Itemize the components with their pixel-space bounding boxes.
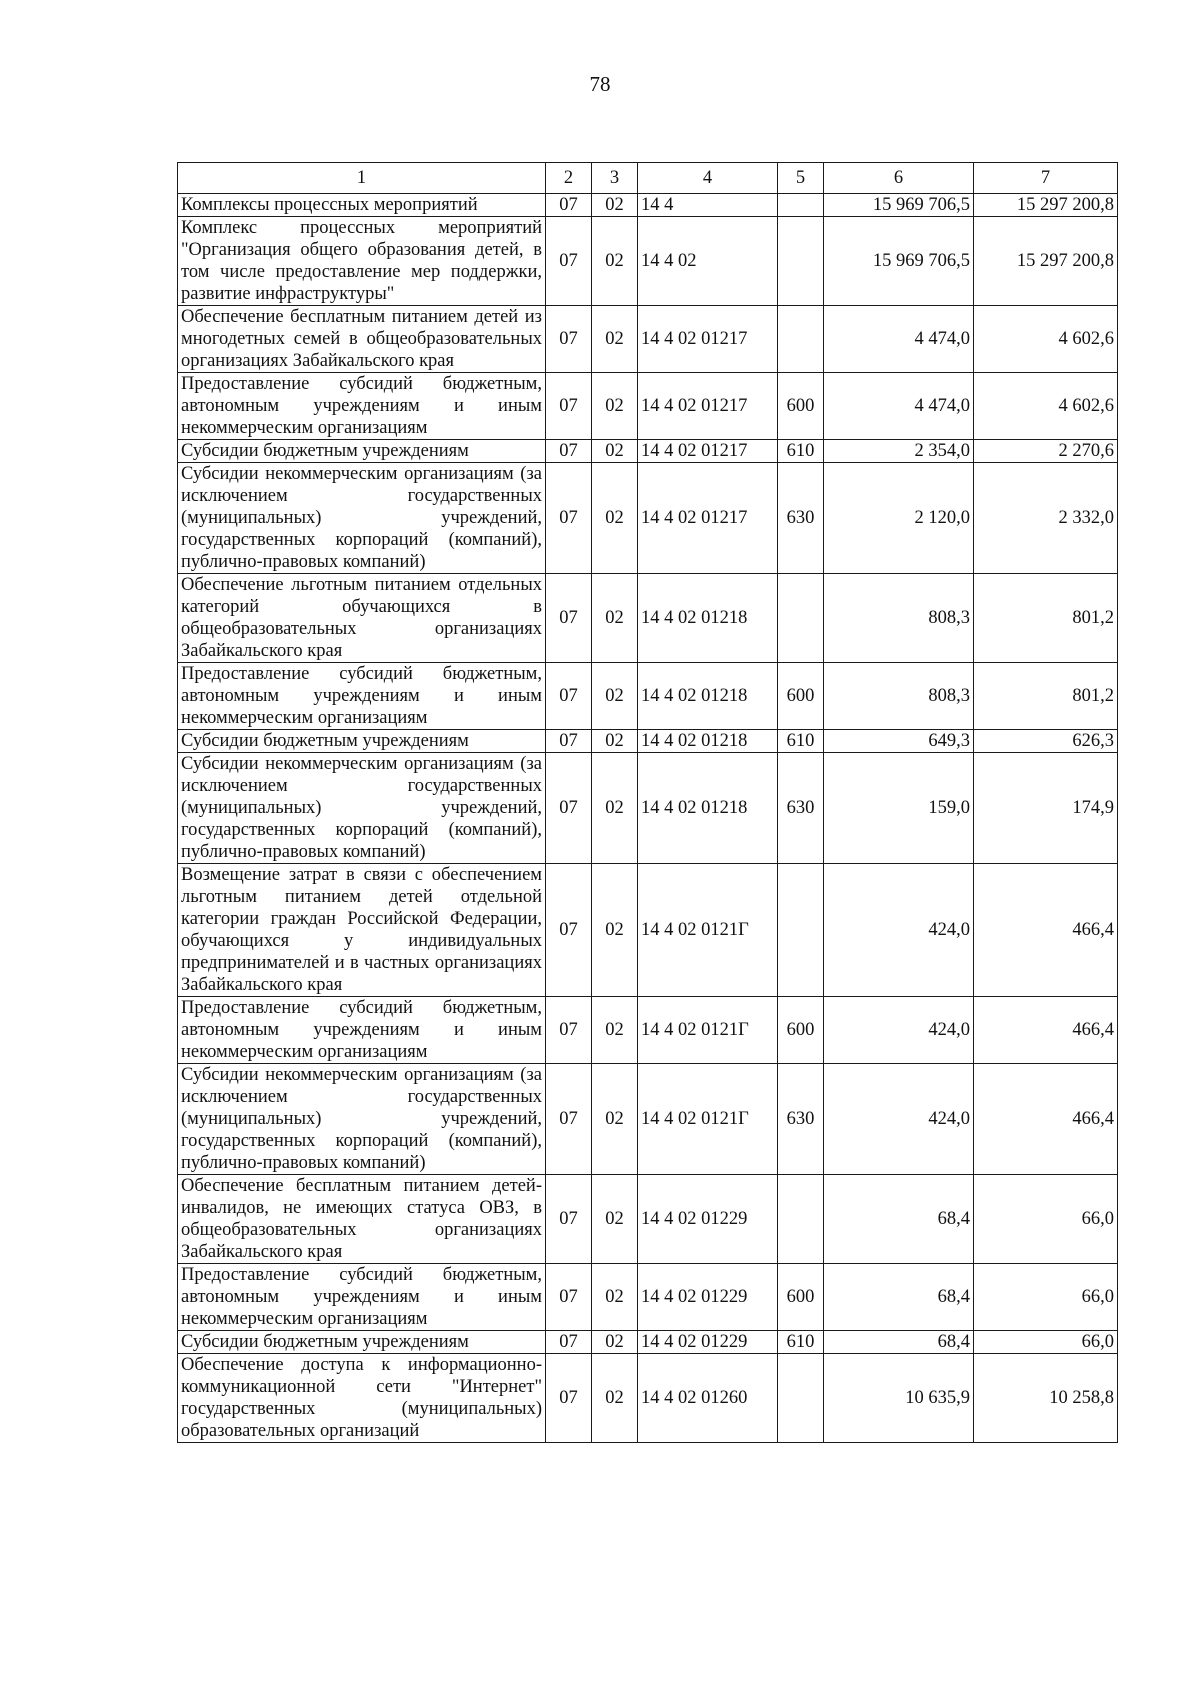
- section-cell: 07: [546, 730, 592, 753]
- header-cell: 6: [824, 163, 974, 194]
- row-name-cell: Субсидии некоммерческим организациям (за исключением государственных (муниципальных) учреждений, государственных корпораций (компаний), публично-правовых компаний): [178, 463, 546, 574]
- table-row: [178, 864, 1118, 997]
- section-cell: 07: [546, 753, 592, 864]
- amount-year1-cell: 68,4: [824, 1264, 974, 1331]
- row-name-cell: Предоставление субсидий бюджетным, автономным учреждениям и иным некоммерческим организациям: [178, 663, 546, 730]
- target-item-cell: 14 4: [638, 194, 778, 217]
- expense-type-cell: 610: [778, 730, 824, 753]
- expense-type-cell: 630: [778, 753, 824, 864]
- table-row: [178, 373, 1118, 440]
- subsection-cell: 02: [592, 1354, 638, 1443]
- row-name-cell: Обеспечение льготным питанием отдельных категорий обучающихся в общеобразовательных организациях Забайкальского края: [178, 574, 546, 663]
- section-cell: 07: [546, 663, 592, 730]
- target-item-cell: 14 4 02 01217: [638, 373, 778, 440]
- amount-year2-cell: 626,3: [974, 730, 1118, 753]
- section-cell: 07: [546, 1175, 592, 1264]
- section-cell: 07: [546, 217, 592, 306]
- amount-year1-cell: 649,3: [824, 730, 974, 753]
- header-cell: 5: [778, 163, 824, 194]
- amount-year2-cell: 2 332,0: [974, 463, 1118, 574]
- target-item-cell: 14 4 02 01229: [638, 1331, 778, 1354]
- table-row: [178, 663, 1118, 730]
- header-cell: 4: [638, 163, 778, 194]
- amount-year2-cell: 466,4: [974, 997, 1118, 1064]
- expense-type-cell: [778, 194, 824, 217]
- row-name-cell: Субсидии некоммерческим организациям (за исключением государственных (муниципальных) учреждений, государственных корпораций (компаний), публично-правовых компаний): [178, 1064, 546, 1175]
- table-row: [178, 574, 1118, 663]
- table-row: [178, 440, 1118, 463]
- amount-year1-cell: 808,3: [824, 663, 974, 730]
- subsection-cell: 02: [592, 463, 638, 574]
- subsection-cell: 02: [592, 217, 638, 306]
- subsection-cell: 02: [592, 997, 638, 1064]
- header-row: [178, 163, 1118, 194]
- budget-table: [177, 162, 1118, 1443]
- amount-year1-cell: 15 969 706,5: [824, 217, 974, 306]
- subsection-cell: 02: [592, 194, 638, 217]
- amount-year2-cell: 15 297 200,8: [974, 217, 1118, 306]
- amount-year1-cell: 424,0: [824, 1064, 974, 1175]
- row-name-cell: Субсидии бюджетным учреждениям: [178, 730, 546, 753]
- expense-type-cell: 600: [778, 663, 824, 730]
- expense-type-cell: 630: [778, 463, 824, 574]
- row-name-cell: Обеспечение бесплатным питанием детей-инвалидов, не имеющих статуса ОВЗ, в общеобразовательных организациях Забайкальского края: [178, 1175, 546, 1264]
- section-cell: 07: [546, 440, 592, 463]
- expense-type-cell: 630: [778, 1064, 824, 1175]
- target-item-cell: 14 4 02 01229: [638, 1175, 778, 1264]
- table-row: [178, 306, 1118, 373]
- amount-year2-cell: 466,4: [974, 1064, 1118, 1175]
- amount-year1-cell: 68,4: [824, 1331, 974, 1354]
- amount-year2-cell: 466,4: [974, 864, 1118, 997]
- expense-type-cell: [778, 1175, 824, 1264]
- target-item-cell: 14 4 02: [638, 217, 778, 306]
- subsection-cell: 02: [592, 373, 638, 440]
- amount-year1-cell: 808,3: [824, 574, 974, 663]
- row-name-cell: Субсидии бюджетным учреждениям: [178, 1331, 546, 1354]
- target-item-cell: 14 4 02 01218: [638, 574, 778, 663]
- amount-year1-cell: 2 354,0: [824, 440, 974, 463]
- expense-type-cell: 600: [778, 1264, 824, 1331]
- expense-type-cell: [778, 574, 824, 663]
- amount-year2-cell: 66,0: [974, 1264, 1118, 1331]
- row-name-cell: Субсидии некоммерческим организациям (за исключением государственных (муниципальных) учреждений, государственных корпораций (компаний), публично-правовых компаний): [178, 753, 546, 864]
- section-cell: 07: [546, 463, 592, 574]
- amount-year1-cell: 4 474,0: [824, 306, 974, 373]
- table-row: [178, 194, 1118, 217]
- amount-year2-cell: 15 297 200,8: [974, 194, 1118, 217]
- section-cell: 07: [546, 1064, 592, 1175]
- target-item-cell: 14 4 02 01217: [638, 463, 778, 574]
- table-row: [178, 1064, 1118, 1175]
- amount-year1-cell: 4 474,0: [824, 373, 974, 440]
- expense-type-cell: [778, 306, 824, 373]
- target-item-cell: 14 4 02 01229: [638, 1264, 778, 1331]
- amount-year2-cell: 4 602,6: [974, 373, 1118, 440]
- section-cell: 07: [546, 997, 592, 1064]
- row-name-cell: Предоставление субсидий бюджетным, автономным учреждениям и иным некоммерческим организациям: [178, 373, 546, 440]
- target-item-cell: 14 4 02 0121Г: [638, 997, 778, 1064]
- amount-year2-cell: 4 602,6: [974, 306, 1118, 373]
- target-item-cell: 14 4 02 01218: [638, 663, 778, 730]
- amount-year1-cell: 424,0: [824, 864, 974, 997]
- table-row: [178, 1175, 1118, 1264]
- row-name-cell: Предоставление субсидий бюджетным, автономным учреждениям и иным некоммерческим организациям: [178, 1264, 546, 1331]
- expense-type-cell: [778, 864, 824, 997]
- section-cell: 07: [546, 1354, 592, 1443]
- amount-year2-cell: 66,0: [974, 1175, 1118, 1264]
- subsection-cell: 02: [592, 1064, 638, 1175]
- table-row: [178, 1354, 1118, 1443]
- subsection-cell: 02: [592, 730, 638, 753]
- subsection-cell: 02: [592, 440, 638, 463]
- section-cell: 07: [546, 373, 592, 440]
- page-number: 78: [589, 72, 611, 96]
- target-item-cell: 14 4 02 01218: [638, 753, 778, 864]
- row-name-cell: Обеспечение доступа к информационно-коммуникационной сети "Интернет" государственных (муниципальных) образовательных организаций: [178, 1354, 546, 1443]
- row-name-cell: Комплексы процессных мероприятий: [178, 194, 546, 217]
- table-row: [178, 463, 1118, 574]
- row-name-cell: Обеспечение бесплатным питанием детей из многодетных семей в общеобразовательных организациях Забайкальского края: [178, 306, 546, 373]
- row-name-cell: Возмещение затрат в связи с обеспечением льготным питанием детей отдельной категории граждан Российской Федерации, обучающихся у индивидуальных предпринимателей и в частных организациях Забайкальского края: [178, 864, 546, 997]
- section-cell: 07: [546, 306, 592, 373]
- header-cell: 3: [592, 163, 638, 194]
- expense-type-cell: 600: [778, 373, 824, 440]
- expense-type-cell: [778, 1354, 824, 1443]
- subsection-cell: 02: [592, 574, 638, 663]
- header-cell: 7: [974, 163, 1118, 194]
- subsection-cell: 02: [592, 663, 638, 730]
- row-name-cell: Предоставление субсидий бюджетным, автономным учреждениям и иным некоммерческим организациям: [178, 997, 546, 1064]
- section-cell: 07: [546, 864, 592, 997]
- header-cell: 1: [178, 163, 546, 194]
- amount-year1-cell: 424,0: [824, 997, 974, 1064]
- section-cell: 07: [546, 574, 592, 663]
- target-item-cell: 14 4 02 01217: [638, 440, 778, 463]
- amount-year2-cell: 2 270,6: [974, 440, 1118, 463]
- amount-year1-cell: 68,4: [824, 1175, 974, 1264]
- section-cell: 07: [546, 1264, 592, 1331]
- table-row: [178, 1264, 1118, 1331]
- subsection-cell: 02: [592, 1175, 638, 1264]
- amount-year2-cell: 10 258,8: [974, 1354, 1118, 1443]
- amount-year2-cell: 66,0: [974, 1331, 1118, 1354]
- amount-year1-cell: 10 635,9: [824, 1354, 974, 1443]
- table-row: [178, 730, 1118, 753]
- amount-year2-cell: 801,2: [974, 663, 1118, 730]
- target-item-cell: 14 4 02 0121Г: [638, 864, 778, 997]
- target-item-cell: 14 4 02 01217: [638, 306, 778, 373]
- amount-year1-cell: 2 120,0: [824, 463, 974, 574]
- header-cell: 2: [546, 163, 592, 194]
- subsection-cell: 02: [592, 864, 638, 997]
- table-row: [178, 217, 1118, 306]
- target-item-cell: 14 4 02 01260: [638, 1354, 778, 1443]
- amount-year2-cell: 801,2: [974, 574, 1118, 663]
- row-name-cell: Комплекс процессных мероприятий "Организация общего образования детей, в том числе предоставление мер поддержки, развитие инфраструктуры": [178, 217, 546, 306]
- section-cell: 07: [546, 1331, 592, 1354]
- table-body: [178, 194, 1118, 1443]
- table-row: [178, 1331, 1118, 1354]
- subsection-cell: 02: [592, 753, 638, 864]
- target-item-cell: 14 4 02 0121Г: [638, 1064, 778, 1175]
- expense-type-cell: [778, 217, 824, 306]
- section-cell: 07: [546, 194, 592, 217]
- subsection-cell: 02: [592, 1264, 638, 1331]
- target-item-cell: 14 4 02 01218: [638, 730, 778, 753]
- amount-year2-cell: 174,9: [974, 753, 1118, 864]
- table-row: [178, 997, 1118, 1064]
- amount-year1-cell: 159,0: [824, 753, 974, 864]
- row-name-cell: Субсидии бюджетным учреждениям: [178, 440, 546, 463]
- expense-type-cell: 610: [778, 440, 824, 463]
- amount-year1-cell: 15 969 706,5: [824, 194, 974, 217]
- expense-type-cell: 610: [778, 1331, 824, 1354]
- expense-type-cell: 600: [778, 997, 824, 1064]
- subsection-cell: 02: [592, 306, 638, 373]
- subsection-cell: 02: [592, 1331, 638, 1354]
- table-row: [178, 753, 1118, 864]
